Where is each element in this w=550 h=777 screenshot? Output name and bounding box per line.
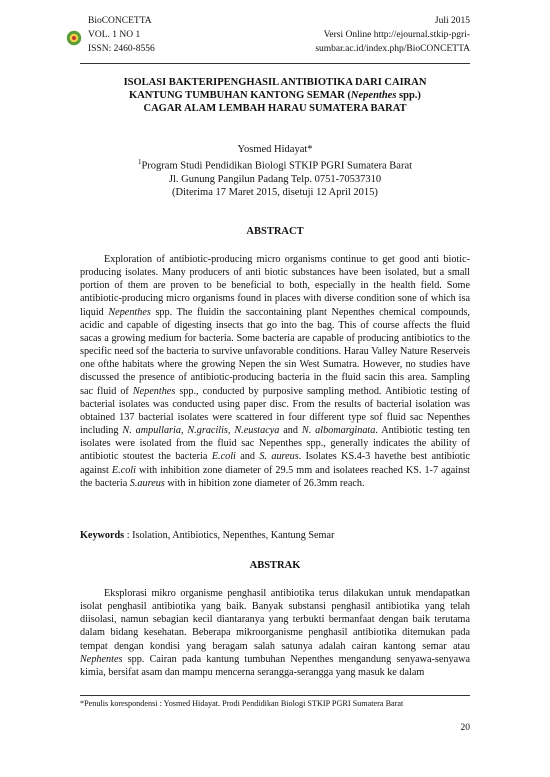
title-line-2: KANTUNG TUMBUHAN KANTONG SEMAR (Nepenthes spp.): [129, 90, 421, 101]
title-line-1: ISOLASI BAKTERIPENGHASIL ANTIBIOTIKA DARI CAIRAN: [123, 77, 427, 88]
author-address: Jl. Gunung Pangilun Padang Telp. 0751-70537310: [168, 173, 382, 185]
paper-title: [80, 76, 470, 115]
online-url-line2: sumbar.ac.id/index.php/BioCONCETTA: [315, 44, 470, 54]
journal-logo-icon: [66, 30, 82, 46]
journal-name: BioCONCETTA: [88, 16, 152, 26]
online-url-line1: Versi Online http://ejournal.stkip-pgri-: [323, 30, 470, 40]
keywords-line: Keywords : Isolation, Antibiotics, Nepenthes, Kantung Semar: [80, 530, 335, 541]
abstrak-body: Eksplorasi mikro organisme penghasil antibiotika terus dilakukan untuk mendapatkan isolat penghasil antibiotika yang baik. Banyak substansi penghasil antibiotika yang telah diisolasi, namun sebagian kecil diantaranya yang terbukti bermanfaat dengan baik terutama dalam bidang kesehatan. Beberapa mikroorganisme penghasil antibiotika ditemukan pada tempat dengan kondisi yang beragam salah satunya adalah cairan kantong semar atau Nephentes spp. Cairan pada kantung tumbuhan Nepenthes mengandung senyawa-senyawa kimia, bersifat asam dan mampu mencerna serangga-serangga yang masuk ke dalam: [80, 588, 470, 678]
author-affiliation: $^1$Program Studi Pendidikan Biologi STKIP PGRI Sumatera Barat: [137, 158, 413, 172]
footnote: *Penulis korespondensi : Yosmed Hidayat. Prodi Pendidikan Biologi STKIP PGRI Sumatera Barat: [80, 699, 404, 708]
footnote-divider: [80, 695, 470, 696]
page-number: 20: [460, 723, 470, 733]
abstract-heading: ABSTRACT: [246, 226, 304, 237]
issue-date: Juli 2015: [434, 16, 470, 26]
author-block: [80, 143, 470, 199]
received-dates: (Diterima 17 Maret 2015, disetuji 12 April 2015): [172, 186, 378, 198]
abstrak-heading: ABSTRAK: [249, 560, 301, 571]
author-name: Yosmed Hidayat*: [237, 144, 313, 155]
journal-issn: ISSN: 2460-8556: [88, 44, 155, 54]
title-line-3: CAGAR ALAM LEMBAH HARAU SUMATERA BARAT: [143, 103, 407, 114]
journal-volume: VOL. 1 NO 1: [88, 30, 141, 40]
header-divider: [80, 63, 470, 64]
abstract-body: Exploration of antibiotic-producing micro organisms continue to get good anti biotic-producing isolates. Many producers of anti biotic substances have been isolated, but a small portion of them are proven to be beneficial to both, especially in the health field. Some antibiotic-producing micro organisms found in places with diverse condition sone of which isa liquid Nepenthes spp. The fluidin the saccontaining plant Nepenthes chemical compounds, acidic and capable of digesting insects that go into the bag. This of course affects the fluid sacas a growing medium for bacteria. Some bacteria are capable of producing antibiotics to the specific need sof the bacteria to survive unfavorable conditions. Harau Valley Nature Reserveis one ofthe habitats where the growing Nepen the sin West Sumatra. However, no studies have discussed the presence of antibiotic-producing bacteria in the fluid sacin this area. Sampling sac fluid of Nepenthes spp., conducted by purposive sampling method. Antibiotic testing of bacterial isolates was conducted using paper disc. From the results of bacterial isolation was obtained 137 bacterial isolates were scattered in four different type sof fluid sac Nepenthes including N. ampullaria, N.gracilis, N.eustacya and N. albomarginata. Antibiotic testing ten isolates were isolated from the fluid sac Nepenthes spp., generally indicates the ability of antibiotic stoutest the bacteria E.coli and S. aureus. Isolates KS.4-3 havethe best antibiotic against E.coli with inhibition zone diameter of 29.5 mm and isolatees reached KS. 1-7 against the bacteria S.aureus with in hibition zone diameter of 26.3mm reach.: [80, 254, 471, 489]
